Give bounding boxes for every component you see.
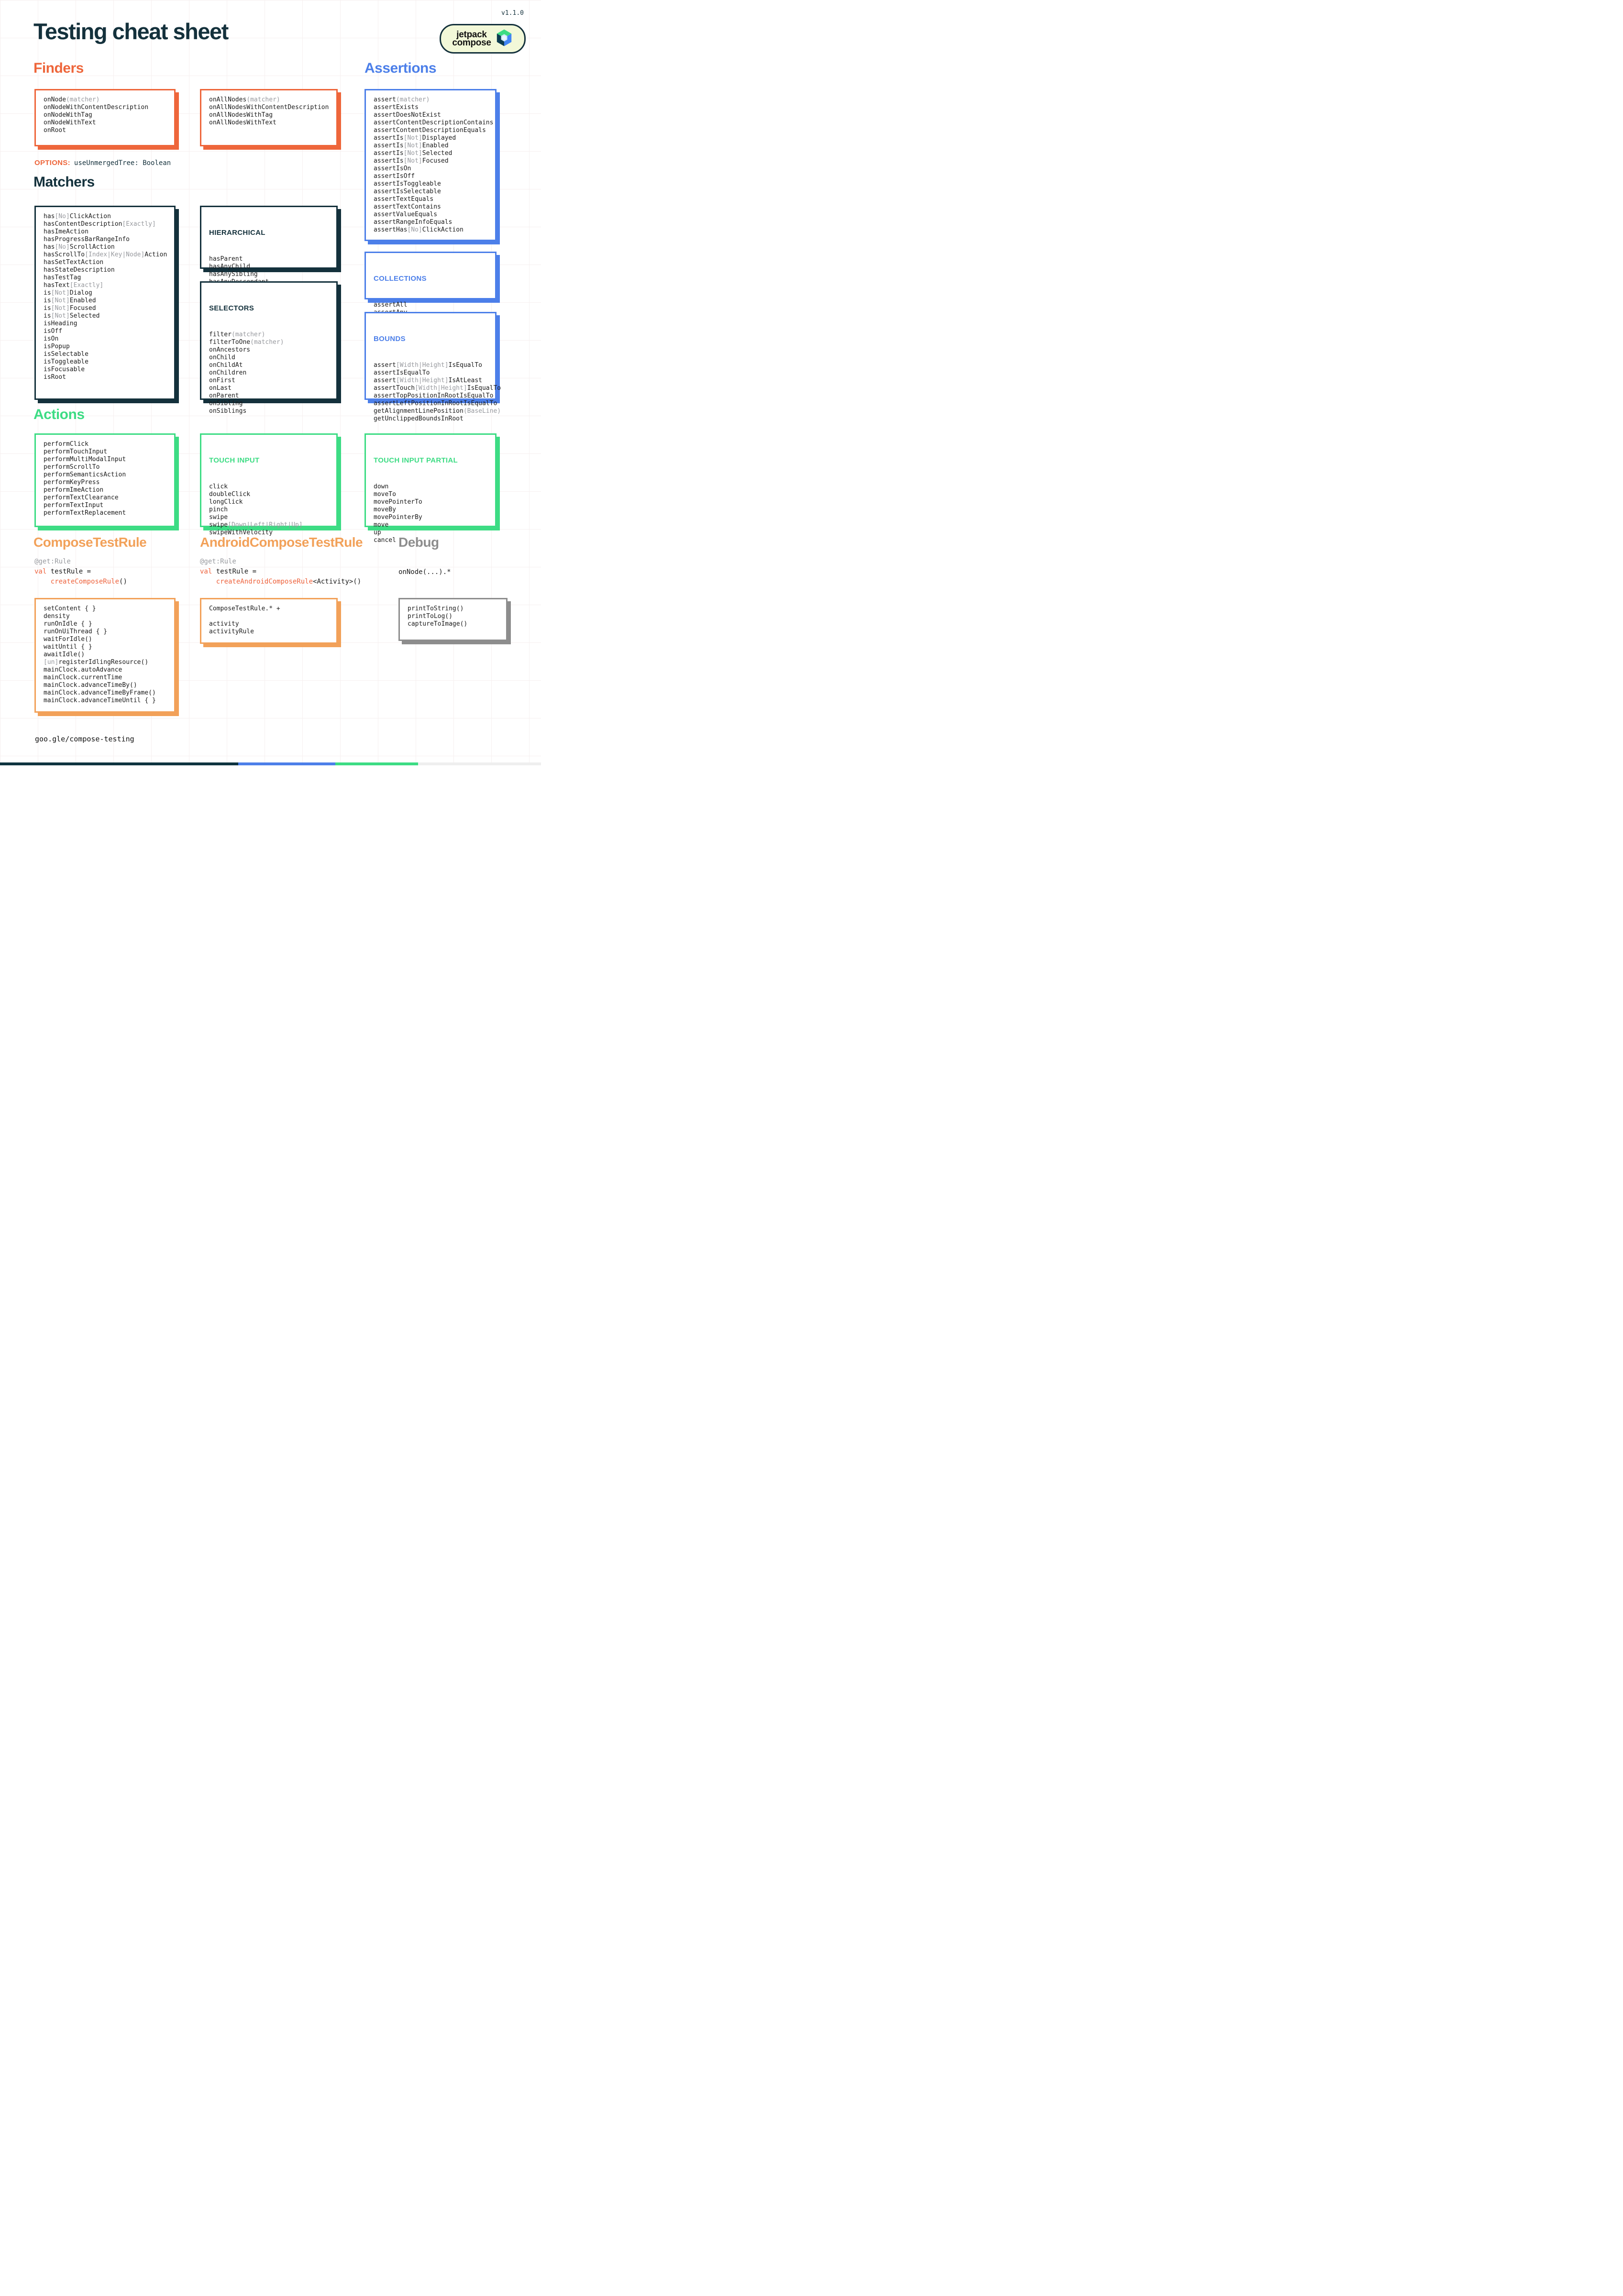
code-line: assertLeftPositionInRootIsEqualTo [374, 400, 497, 407]
version-label: v1.1.0 [501, 10, 524, 17]
code-line: move [374, 521, 389, 529]
code-line: assertDoesNotExist [374, 111, 441, 119]
selectors-list [209, 331, 329, 415]
bottom-color-bar [0, 762, 541, 765]
code-line: mainClock.advanceTimeBy() [44, 682, 137, 689]
code-line: performImeAction [44, 486, 104, 494]
code-line: [un]registerIdlingResource() [44, 659, 149, 666]
code-line: assertIsOn [374, 165, 411, 172]
code-line: performTextInput [44, 502, 104, 509]
code-line: performKeyPress [44, 479, 100, 486]
code-line: onAllNodesWithText [209, 119, 276, 126]
code-line: assertIs[Not]Selected [374, 150, 453, 157]
matchers-heading: Matchers [33, 174, 95, 190]
code-line: doubleClick [209, 491, 251, 498]
bounds-list [374, 362, 501, 423]
code-line: assertIsEqualTo [374, 369, 430, 376]
bounds-box [364, 312, 501, 422]
code-line: waitUntil { } [44, 643, 92, 651]
android-compose-test-rule-code [200, 557, 361, 587]
code-line: is[Not]Enabled [44, 297, 96, 304]
code-line: onAllNodes(matcher) [209, 96, 280, 103]
code-line: onSibling [209, 400, 243, 407]
code-line: performSemanticsAction [44, 471, 126, 478]
code-line: onRoot [44, 127, 66, 134]
code-line: assertIsToggleable [374, 180, 441, 188]
code-line: has[No]ClickAction [44, 213, 111, 220]
code-line: assertAll [374, 301, 408, 309]
code-line: assertIs[Not]Focused [374, 157, 449, 165]
debug-box [398, 598, 508, 641]
code-line: performClick [44, 441, 88, 448]
code-line: assertIs[Not]Displayed [374, 134, 456, 142]
code-line: isFocusable [44, 366, 85, 373]
code-line: hasTestTag [44, 274, 81, 281]
code-line: onChild [209, 354, 235, 361]
code-line: moveBy [374, 506, 396, 513]
code-line: hasProgressBarRangeInfo [44, 236, 130, 243]
touch-input-list [209, 483, 329, 537]
assertions-box [364, 89, 497, 241]
bottom-bar-blue-segment [238, 762, 336, 765]
touch-input-partial-heading: TOUCH INPUT PARTIAL [374, 456, 458, 464]
compose-test-rule-box [34, 598, 176, 713]
code-line: mainClock.advanceTimeUntil { } [44, 697, 156, 704]
code-line: onAllNodesWithContentDescription [209, 104, 329, 111]
code-line: onAllNodesWithTag [209, 111, 273, 119]
code-line: isOff [44, 328, 63, 335]
code-line: createAndroidComposeRule<Activity>() [216, 578, 362, 585]
touch-input-heading: TOUCH INPUT [209, 456, 260, 464]
footer-url: goo.gle/compose-testing [35, 735, 134, 743]
code-line: mainClock.advanceTimeByFrame() [44, 689, 156, 696]
options-value: useUnmergedTree: Boolean [74, 159, 171, 167]
code-line: hasText[Exactly] [44, 282, 104, 289]
matchers-box [34, 206, 176, 400]
code-line: runOnUiThread { } [44, 628, 108, 635]
code-line: swipeWithVelocity [209, 529, 273, 536]
bounds-heading: BOUNDS [374, 335, 406, 343]
code-line: pinch [209, 506, 228, 513]
code-line [209, 613, 329, 620]
code-line: assertExists [374, 104, 419, 111]
code-line: cancel [374, 537, 396, 544]
code-line: isSelectable [44, 351, 88, 358]
code-line: val testRule = [34, 568, 91, 575]
code-line: activityRule [209, 628, 254, 635]
code-line: mainClock.currentTime [44, 674, 122, 681]
code-line: isPopup [44, 343, 70, 350]
finders-options-row [34, 159, 171, 167]
code-line: performMultiModalInput [44, 456, 126, 463]
code-line: activity [209, 620, 239, 628]
code-line: onNode(matcher) [44, 96, 100, 103]
code-line: waitForIdle() [44, 636, 92, 643]
code-line: assertRangeInfoEquals [374, 219, 453, 226]
jetpack-compose-badge-text [452, 31, 491, 47]
code-line: assertHas[No]ClickAction [374, 226, 464, 233]
jetpack-compose-logo-icon [495, 28, 513, 50]
badge-line-jetpack: jetpack [456, 30, 487, 40]
code-line: hasImeAction [44, 228, 88, 235]
hierarchical-box [200, 206, 338, 278]
page-title: Testing cheat sheet [33, 19, 228, 44]
code-line: captureToImage() [408, 620, 468, 628]
code-line: onSiblings [209, 408, 247, 415]
jetpack-compose-badge [440, 24, 526, 54]
code-line: assert(matcher) [374, 96, 430, 103]
code-line: onChildren [209, 369, 247, 376]
bottom-bar-gray-segment [418, 762, 541, 765]
code-line: val testRule = [200, 568, 257, 575]
code-line: onNode(...).* [398, 568, 451, 576]
code-line: swipe[Down|Left|Right|Up] [209, 521, 303, 529]
code-line: moveTo [374, 491, 396, 498]
touch-input-partial-list [374, 483, 487, 544]
code-line: assertTextContains [374, 203, 441, 210]
code-line: filter(matcher) [209, 331, 265, 338]
code-line: assertTextEquals [374, 196, 434, 203]
code-line: ComposeTestRule.* + [209, 605, 280, 612]
code-line: setContent { } [44, 605, 96, 612]
code-line: assertTouch[Width|Height]IsEqualTo [374, 385, 501, 392]
code-line: assertTopPositionInRootIsEqualTo [374, 392, 494, 399]
android-compose-test-rule-box [200, 598, 338, 644]
code-line: @get:Rule [34, 558, 71, 565]
code-line: performScrollTo [44, 464, 100, 471]
code-line: awaitIdle() [44, 651, 85, 658]
code-line: @get:Rule [200, 558, 236, 565]
compose-test-rule-heading: ComposeTestRule [33, 535, 147, 550]
code-line: getAlignmentLinePosition(BaseLine) [374, 408, 501, 415]
touch-input-box [200, 433, 338, 536]
compose-test-rule-code [34, 557, 127, 587]
code-line: performTextReplacement [44, 509, 126, 517]
code-line: assertContentDescriptionContains [374, 119, 494, 126]
finders-node-box [34, 89, 176, 146]
code-line: has[No]ScrollAction [44, 243, 115, 251]
code-line: onNodeWithTag [44, 111, 92, 119]
code-line: hasAnySibling [209, 271, 258, 278]
code-line: hasSetTextAction [44, 259, 104, 266]
code-line: is[Not]Selected [44, 312, 100, 320]
code-line: swipe [209, 514, 228, 521]
actions-heading: Actions [33, 407, 85, 422]
code-line: movePointerBy [374, 514, 422, 521]
code-line: hasScrollTo[Index|Key|Node]Action [44, 251, 167, 258]
code-line: printToLog() [408, 613, 453, 620]
cheat-sheet-page [0, 0, 541, 765]
code-line: onParent [209, 392, 239, 399]
code-line: onAncestors [209, 346, 251, 353]
code-line: onChildAt [209, 362, 243, 369]
code-line: createComposeRule() [50, 578, 127, 585]
code-line: longClick [209, 498, 243, 506]
finders-heading: Finders [33, 60, 84, 76]
collections-heading: COLLECTIONS [374, 275, 427, 283]
actions-box [34, 433, 176, 527]
code-line: is[Not]Dialog [44, 289, 92, 297]
bottom-bar-green-segment [335, 762, 418, 765]
debug-onnode-line [398, 567, 451, 577]
selectors-box [200, 281, 338, 415]
code-line: filterToOne(matcher) [209, 339, 284, 346]
code-line: up [374, 529, 381, 536]
collections-box [364, 252, 497, 309]
code-line: onLast [209, 385, 232, 392]
bottom-bar-navy-segment [0, 762, 238, 765]
code-line: isRoot [44, 374, 66, 381]
code-line: getUnclippedBoundsInRoot [374, 415, 464, 422]
finders-allnodes-box [200, 89, 338, 146]
code-line: hasParent [209, 255, 243, 263]
code-line: assertValueEquals [374, 211, 438, 218]
hierarchical-heading: HIERARCHICAL [209, 229, 265, 237]
code-line: hasAnyChild [209, 263, 251, 270]
code-line: isOn [44, 335, 59, 342]
code-line: hasContentDescription[Exactly] [44, 221, 156, 228]
debug-heading: Debug [398, 535, 439, 550]
code-line: onNodeWithContentDescription [44, 104, 149, 111]
code-line: isToggleable [44, 358, 88, 365]
assertions-heading: Assertions [364, 60, 437, 76]
code-line: performTextClearance [44, 494, 119, 501]
code-line: mainClock.autoAdvance [44, 666, 122, 673]
code-line: is[Not]Focused [44, 305, 96, 312]
code-line: onNodeWithText [44, 119, 96, 126]
selectors-heading: SELECTORS [209, 304, 254, 312]
code-line: assertContentDescriptionEquals [374, 127, 486, 134]
code-line: onFirst [209, 377, 235, 384]
code-line: assert[Width|Height]IsAtLeast [374, 377, 482, 384]
code-line: assertIs[Not]Enabled [374, 142, 449, 149]
options-label: OPTIONS: [34, 159, 70, 167]
code-line: movePointerTo [374, 498, 422, 506]
code-line: assert[Width|Height]IsEqualTo [374, 362, 482, 369]
code-line: assertIsOff [374, 173, 415, 180]
code-line: hasStateDescription [44, 266, 115, 274]
code-line: density [44, 613, 70, 620]
android-compose-test-rule-heading: AndroidComposeTestRule [200, 535, 363, 550]
code-line: printToString() [408, 605, 464, 612]
code-line: down [374, 483, 389, 490]
badge-line-compose: compose [452, 38, 491, 48]
code-line: runOnIdle { } [44, 620, 92, 628]
code-line: assertIsSelectable [374, 188, 441, 195]
code-line: performTouchInput [44, 448, 108, 455]
code-line: isHeading [44, 320, 77, 327]
code-line: click [209, 483, 228, 490]
